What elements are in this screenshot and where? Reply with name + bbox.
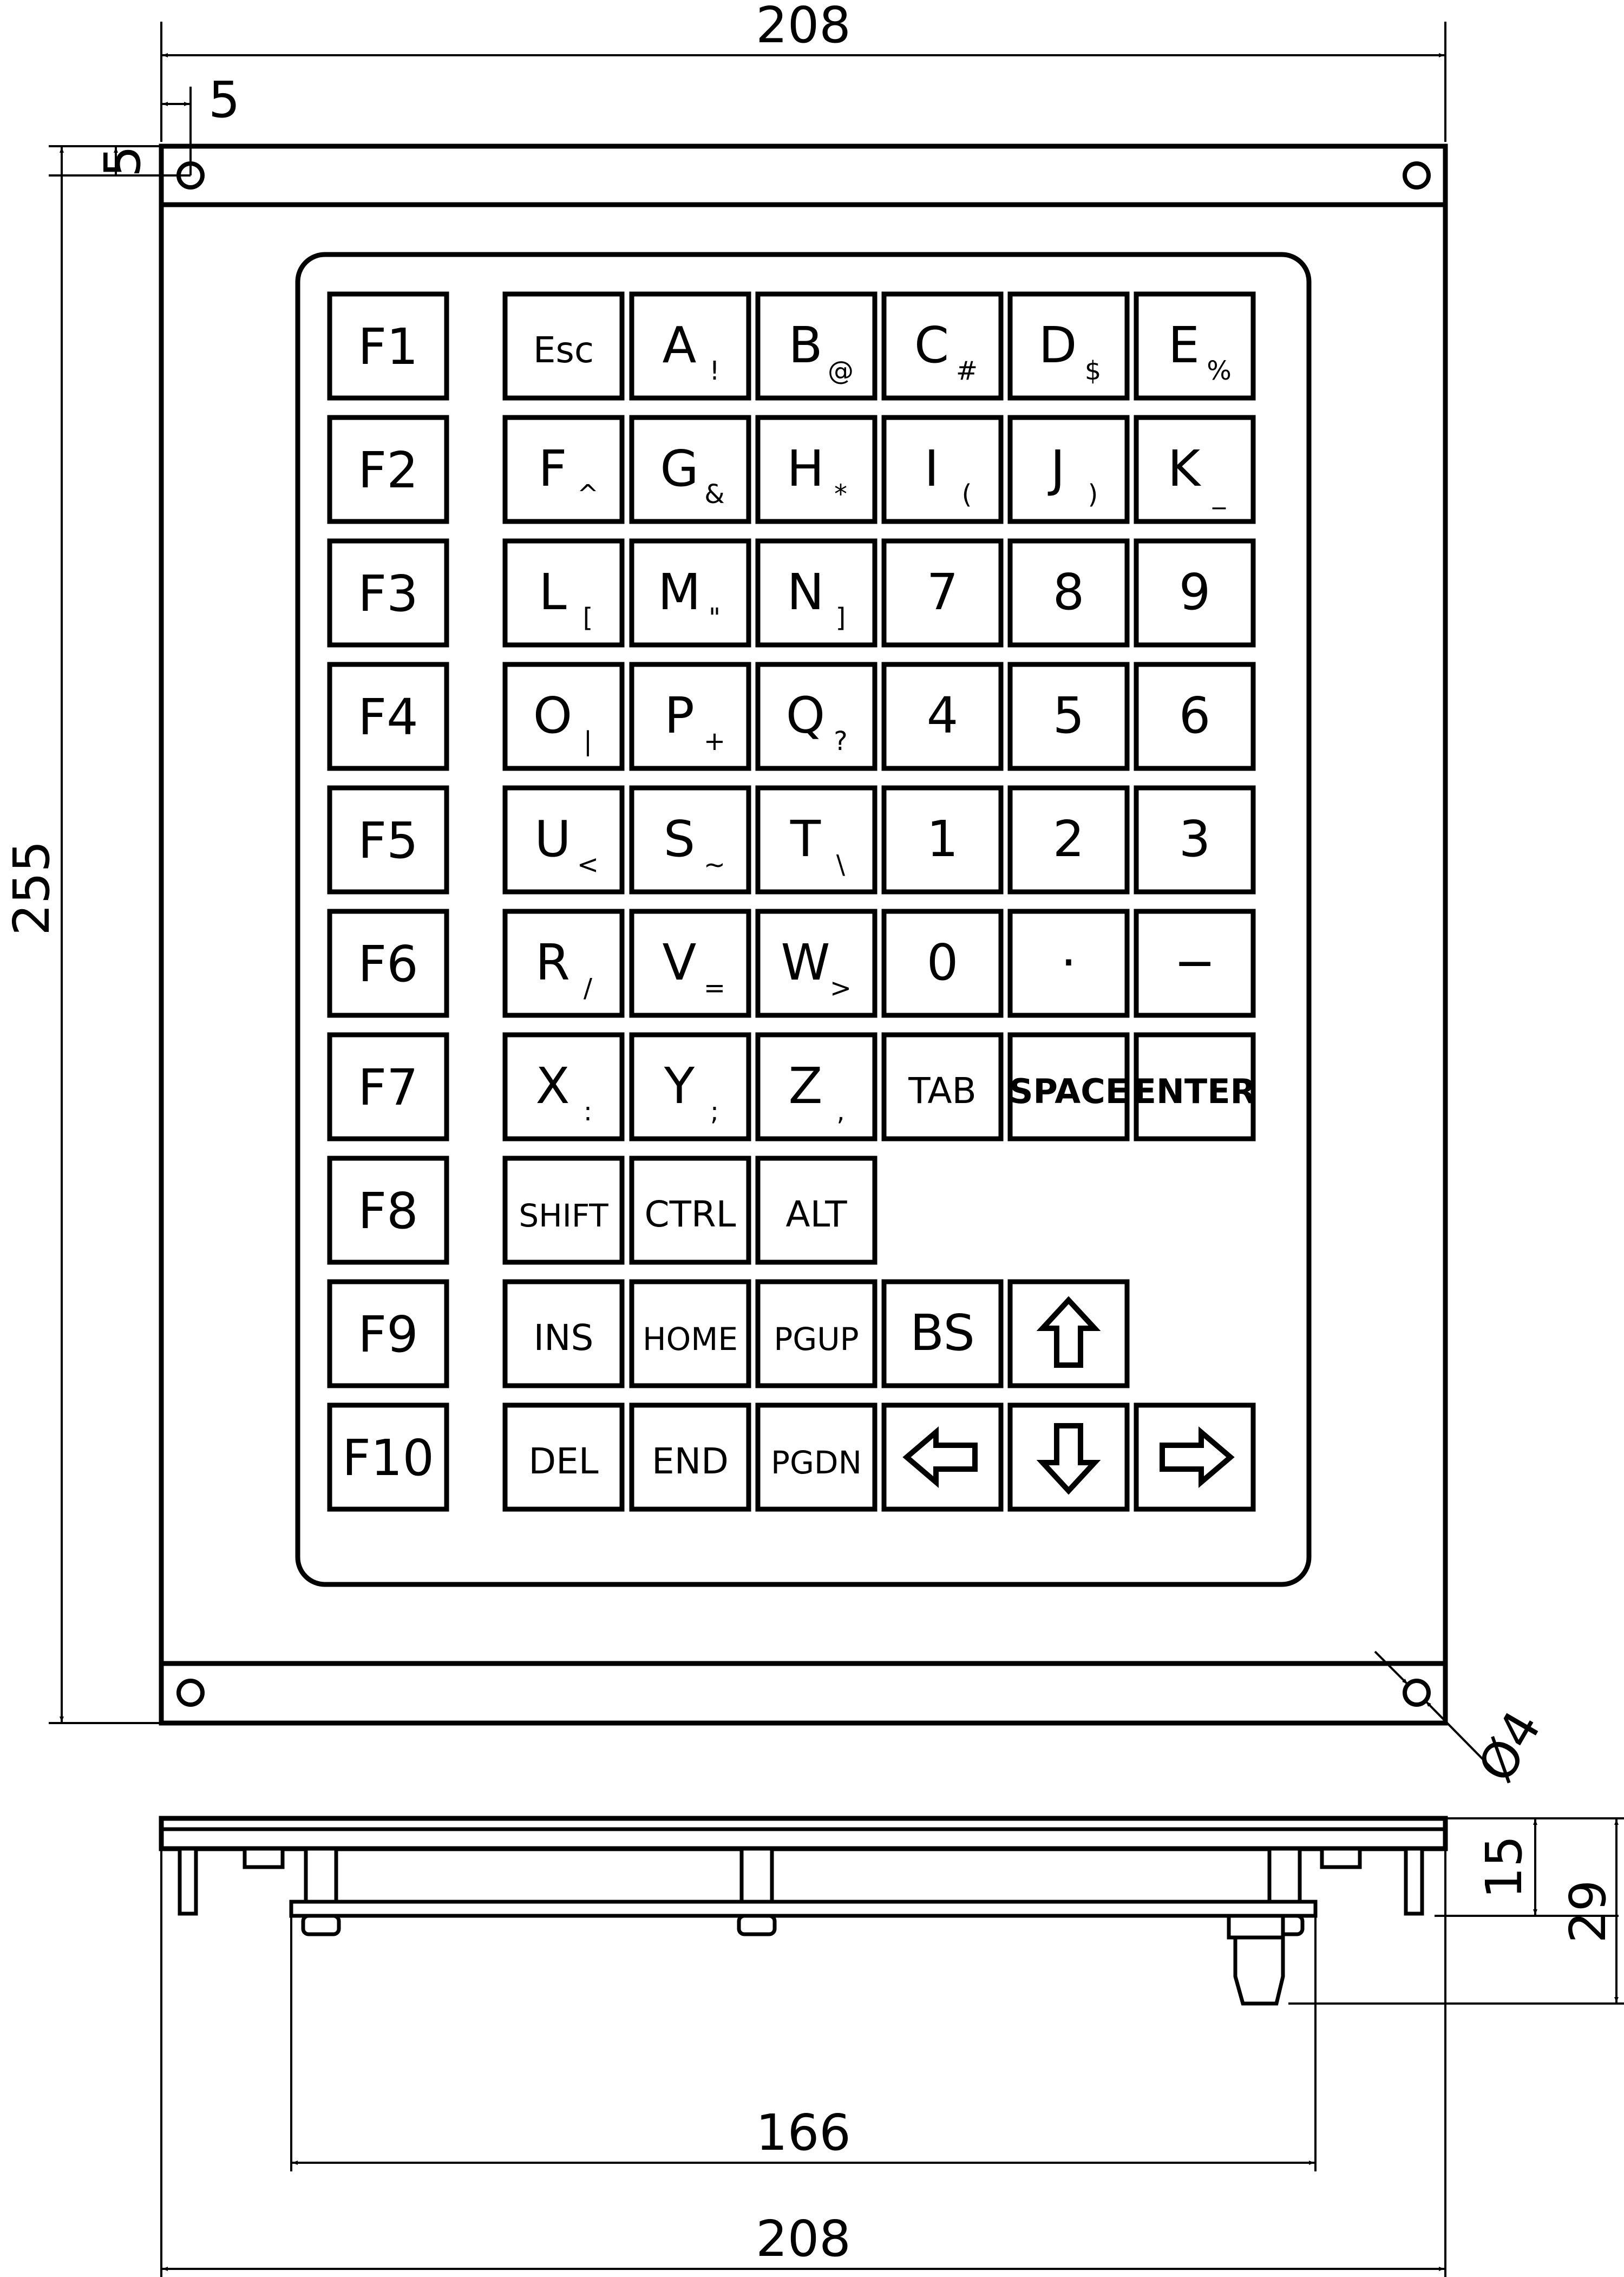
side-nut: [1322, 1849, 1360, 1867]
key-r[interactable]: [505, 911, 622, 1015]
side-pcb-nut: [739, 1916, 775, 1934]
key-label: SPACE: [1009, 1072, 1129, 1111]
key-x[interactable]: [505, 1035, 622, 1139]
key-sub-label: ": [708, 603, 721, 633]
function-key-label: F5: [358, 812, 418, 870]
function-key-label: F8: [358, 1182, 418, 1240]
key-sub-label: #: [955, 356, 978, 386]
side-standoff: [742, 1849, 772, 1902]
side-front-plate: [161, 1818, 1445, 1849]
key-8[interactable]: [1010, 541, 1127, 645]
key-sub-label: [: [582, 603, 593, 633]
mount-hole-top-right: [1405, 164, 1429, 187]
key-label: ALT: [785, 1193, 847, 1235]
key-7[interactable]: [884, 541, 1001, 645]
key-label: 6: [1178, 687, 1211, 745]
key-tab[interactable]: [884, 1035, 1001, 1139]
side-nut: [245, 1849, 283, 1867]
key-sub-label: =: [703, 973, 726, 1003]
key-label: 7: [926, 563, 959, 621]
key-label: Q: [785, 687, 826, 745]
key-label: W: [781, 934, 830, 991]
key-label: 4: [926, 687, 959, 745]
side-connector: [1229, 1916, 1283, 1937]
key-n[interactable]: [758, 541, 875, 645]
key-alt[interactable]: [758, 1158, 875, 1262]
side-pcb: [291, 1902, 1315, 1916]
function-key-f9[interactable]: [330, 1282, 447, 1386]
key-home[interactable]: [632, 1282, 749, 1386]
dim-inner-width: 166: [756, 2104, 851, 2162]
key-0[interactable]: [884, 911, 1001, 1015]
key-label: X: [535, 1057, 570, 1115]
function-key-f7[interactable]: [330, 1035, 447, 1139]
key-9[interactable]: [1136, 541, 1253, 645]
mount-hole-bottom-right: [1405, 1681, 1429, 1705]
key-label: V: [662, 934, 697, 991]
key-label: HOME: [643, 1321, 738, 1358]
key-esc[interactable]: [505, 294, 622, 398]
key-label: C: [914, 316, 949, 374]
function-key-f8[interactable]: [330, 1158, 447, 1262]
key-ins[interactable]: [505, 1282, 622, 1386]
key-pgdn[interactable]: [758, 1405, 875, 1509]
dim-hole-offset-x: 5: [208, 71, 240, 129]
key-label: BS: [910, 1304, 975, 1362]
key-symbol[interactable]: [1010, 911, 1127, 1015]
key-sub-label: ~: [703, 850, 726, 880]
key-label: TAB: [908, 1070, 977, 1112]
key-c[interactable]: [884, 294, 1001, 398]
key-label: 1: [926, 810, 959, 868]
key-sub-label: ]: [835, 603, 846, 633]
function-key-label: F6: [358, 935, 418, 993]
key-label: P: [664, 687, 695, 745]
key-5[interactable]: [1010, 664, 1127, 768]
key-sub-label: <: [577, 850, 599, 880]
key-z[interactable]: [758, 1035, 875, 1139]
dim-depth-1: 15: [1475, 1835, 1533, 1899]
key-v[interactable]: [632, 911, 749, 1015]
key-label: END: [652, 1440, 729, 1482]
key-shift[interactable]: [505, 1158, 622, 1262]
key-label: Esc: [533, 329, 594, 371]
key-pgup[interactable]: [758, 1282, 875, 1386]
key-label: INS: [533, 1317, 594, 1359]
key-label: 9: [1178, 563, 1211, 621]
dim-top-width: 208: [756, 0, 851, 54]
key-label: Y: [664, 1057, 695, 1115]
key-label: M: [658, 563, 701, 621]
key-sub-label: >: [829, 973, 852, 1003]
key-3[interactable]: [1136, 788, 1253, 892]
function-key-f10[interactable]: [330, 1405, 447, 1509]
key-label: PGUP: [774, 1321, 859, 1358]
key-label: 3: [1178, 810, 1211, 868]
key-o[interactable]: [505, 664, 622, 768]
key-d[interactable]: [1010, 294, 1127, 398]
function-key-label: F4: [358, 688, 418, 746]
key-h[interactable]: [758, 417, 875, 521]
key-sub-label: _: [1213, 479, 1226, 510]
key-4[interactable]: [884, 664, 1001, 768]
dim-height: 255: [3, 840, 61, 936]
key-label: ·: [1060, 934, 1077, 991]
side-standoff: [1269, 1849, 1300, 1902]
key-label: 8: [1052, 563, 1085, 621]
key-a[interactable]: [632, 294, 749, 398]
side-connector-body: [1235, 1937, 1283, 2004]
side-pcb-nut: [303, 1916, 339, 1934]
hole-leader: [1375, 1652, 1407, 1684]
key-del[interactable]: [505, 1405, 622, 1509]
key-p[interactable]: [632, 664, 749, 768]
key-6[interactable]: [1136, 664, 1253, 768]
key-sub-label: $: [1084, 356, 1102, 386]
key-label: 0: [926, 934, 959, 991]
key-label: F: [538, 440, 567, 498]
key-label: ENTER: [1133, 1072, 1256, 1111]
key-enter[interactable]: [1134, 1035, 1256, 1139]
key-end[interactable]: [632, 1405, 749, 1509]
key-sub-label: (: [961, 479, 972, 510]
key-t[interactable]: [758, 788, 875, 892]
key-u[interactable]: [505, 788, 622, 892]
key-i[interactable]: [884, 417, 1001, 521]
function-key-label: F2: [358, 441, 418, 499]
key-label: S: [663, 810, 696, 868]
function-key-f6[interactable]: [330, 911, 447, 1015]
key-1[interactable]: [884, 788, 1001, 892]
key-f[interactable]: [505, 417, 622, 521]
key-e[interactable]: [1136, 294, 1253, 398]
key-b[interactable]: [758, 294, 875, 398]
key-label: A: [662, 316, 697, 374]
function-key-column: [330, 294, 447, 1509]
key-sub-label: /: [583, 973, 593, 1003]
key-sub-label: !: [709, 356, 720, 386]
key-label: B: [788, 316, 823, 374]
function-key-f5[interactable]: [330, 788, 447, 892]
front-dimension-labels: [3, 0, 1553, 1792]
key-k[interactable]: [1136, 417, 1253, 521]
function-key-label: F9: [358, 1306, 418, 1363]
key-sub-label: &: [704, 479, 725, 510]
key-label: N: [787, 563, 824, 621]
key-label: D: [1038, 316, 1077, 374]
key-2[interactable]: [1010, 788, 1127, 892]
key-j[interactable]: [1010, 417, 1127, 521]
key-sub-label: |: [583, 726, 593, 756]
key-label: U: [534, 810, 571, 868]
key-label: Z: [788, 1057, 823, 1115]
key-sub-label: ): [1088, 479, 1098, 510]
key-sub-label: ,: [836, 1097, 845, 1127]
key-sub-label: \: [836, 850, 846, 880]
key-sub-label: ;: [710, 1097, 719, 1127]
key-ctrl[interactable]: [632, 1158, 749, 1262]
key-label: SHIFT: [519, 1197, 608, 1234]
side-stud: [1406, 1849, 1422, 1914]
key-label: K: [1167, 440, 1201, 498]
mount-hole-bottom-left: [179, 1681, 202, 1705]
key-label: O: [533, 687, 573, 745]
function-key-label: F10: [342, 1429, 434, 1487]
key-sub-label: ^: [577, 479, 599, 510]
function-key-label: F1: [358, 318, 418, 376]
key-q[interactable]: [758, 664, 875, 768]
function-key-label: F7: [358, 1059, 418, 1117]
key-w[interactable]: [758, 911, 875, 1015]
key-label: I: [924, 440, 939, 498]
function-key-f2[interactable]: [330, 417, 447, 521]
key-g[interactable]: [632, 417, 749, 521]
key-space[interactable]: [1009, 1035, 1128, 1139]
key-label: 2: [1052, 810, 1085, 868]
dim-hole-offset-y: 5: [94, 145, 152, 178]
key-label: G: [660, 440, 699, 498]
key-l[interactable]: [505, 541, 622, 645]
key-label: PGDN: [771, 1444, 862, 1481]
side-view: [161, 1818, 1445, 2004]
key-label: L: [539, 563, 567, 621]
dim-depth-2: 29: [1559, 1880, 1617, 1943]
dim-bottom-width: 208: [756, 2210, 851, 2268]
function-key-f3[interactable]: [330, 541, 447, 645]
key-bs[interactable]: [884, 1282, 1001, 1386]
function-key-label: F3: [358, 565, 418, 623]
key-sub-label: %: [1207, 356, 1232, 386]
key-sub-label: *: [834, 479, 847, 510]
key-sub-label: :: [583, 1097, 593, 1127]
function-key-f4[interactable]: [330, 664, 447, 768]
key-label: −: [1174, 934, 1216, 991]
key-arrow-up[interactable]: [1010, 1282, 1127, 1386]
front-dimensions: [49, 22, 1499, 1776]
key-sub-label: ?: [834, 726, 848, 756]
side-stud: [180, 1849, 196, 1914]
key-m[interactable]: [632, 541, 749, 645]
key-s[interactable]: [632, 788, 749, 892]
key-arrow-left[interactable]: [884, 1405, 1001, 1509]
key-symbol[interactable]: [1136, 911, 1253, 1015]
side-standoff: [306, 1849, 336, 1902]
function-key-f1[interactable]: [330, 294, 447, 398]
key-arrow-down[interactable]: [1010, 1405, 1127, 1509]
key-label: CTRL: [644, 1193, 736, 1235]
key-label: DEL: [528, 1440, 599, 1482]
key-arrow-right[interactable]: [1136, 1405, 1253, 1509]
key-label: T: [790, 810, 821, 868]
key-label: R: [535, 934, 570, 991]
key-label: J: [1050, 440, 1065, 498]
key-y[interactable]: [632, 1035, 749, 1139]
key-sub-label: +: [703, 726, 726, 756]
main-keypad: [505, 294, 1256, 1509]
key-label: H: [787, 440, 824, 498]
key-label: 5: [1052, 687, 1085, 745]
key-sub-label: @: [828, 356, 854, 386]
dim-hole-diameter: Ø4: [1466, 1701, 1553, 1792]
key-label: E: [1168, 316, 1200, 374]
